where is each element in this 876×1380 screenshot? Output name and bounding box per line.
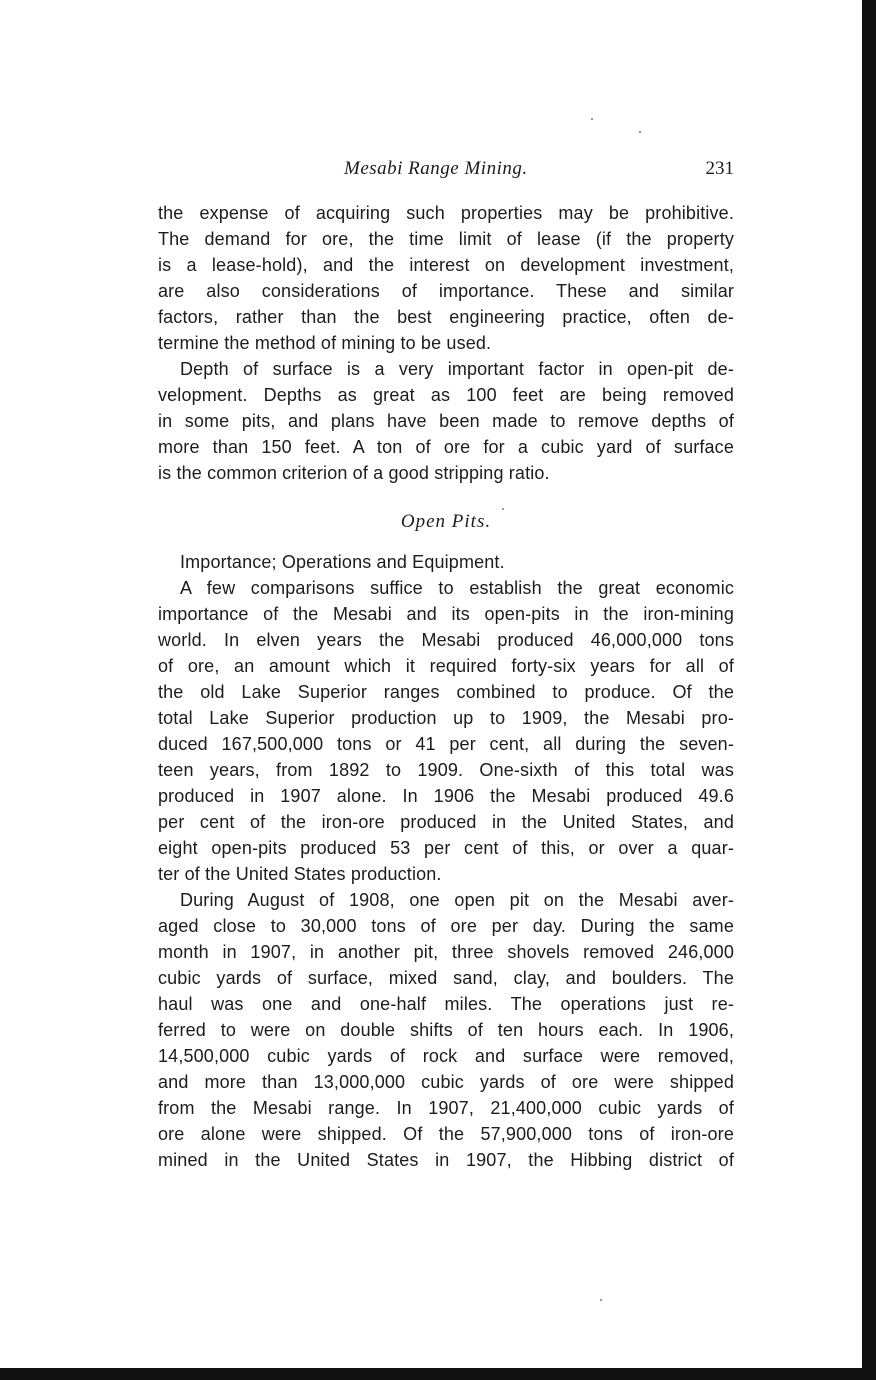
text-line: world. In elven years the Mesabi produced 46,000,000 tons xyxy=(158,630,734,650)
text-line: of ore, an amount which it required forty-six years for all of xyxy=(158,656,734,676)
text-line: and more than 13,000,000 cubic yards of ore were shipped xyxy=(158,1072,734,1092)
text-line: is a lease-hold), and the interest on development investment, xyxy=(158,255,734,275)
text-line: factors, rather than the best engineering practice, often de- xyxy=(158,307,734,327)
text-line: is the common criterion of a good stripping ratio. xyxy=(158,463,550,483)
section-heading: Open Pits. xyxy=(400,511,492,532)
page-number: 231 xyxy=(705,158,734,179)
text-line: ter of the United States production. xyxy=(158,864,442,884)
text-line: termine the method of mining to be used. xyxy=(158,333,492,353)
text-line: from the Mesabi range. In 1907, 21,400,000 cubic yards of xyxy=(158,1098,734,1118)
print-speck xyxy=(600,1299,602,1301)
text-line: A few comparisons suffice to establish the great economic xyxy=(180,578,734,598)
page-header xyxy=(158,158,734,188)
text-line: ore alone were shipped. Of the 57,900,000 tons of iron-ore xyxy=(158,1124,734,1144)
text-line: aged close to 30,000 tons of ore per day. During the same xyxy=(158,916,734,936)
print-speck xyxy=(591,118,593,120)
text-line: Depth of surface is a very important factor in open-pit de- xyxy=(180,359,734,379)
text-line: importance of the Mesabi and its open-pits in the iron-mining xyxy=(158,604,734,624)
text-line: velopment. Depths as great as 100 feet are being removed xyxy=(158,385,734,405)
text-line: are also considerations of importance. These and similar xyxy=(158,281,734,301)
text-line: in some pits, and plans have been made to remove depths of xyxy=(158,411,734,431)
print-speck xyxy=(639,131,641,133)
text-line: eight open-pits produced 53 per cent of this, or over a quar- xyxy=(158,838,734,858)
text-line: 14,500,000 cubic yards of rock and surface were removed, xyxy=(158,1046,734,1066)
text-line: more than 150 feet. A ton of ore for a cubic yard of surface xyxy=(158,437,734,457)
running-title: Mesabi Range Mining. xyxy=(344,158,528,179)
print-speck xyxy=(502,508,504,510)
text-line: the expense of acquiring such properties may be prohibitive. xyxy=(158,203,734,223)
text-line: haul was one and one-half miles. The operations just re- xyxy=(158,994,734,1014)
text-line: month in 1907, in another pit, three shovels removed 246,000 xyxy=(158,942,734,962)
text-line: per cent of the iron-ore produced in the United States, and xyxy=(158,812,734,832)
text-line: During August of 1908, one open pit on the Mesabi aver- xyxy=(180,890,734,910)
text-line: teen years, from 1892 to 1909. One-sixth of this total was xyxy=(158,760,734,780)
text-line: the old Lake Superior ranges combined to produce. Of the xyxy=(158,682,734,702)
text-line: The demand for ore, the time limit of lease (if the property xyxy=(158,229,734,249)
text-line: mined in the United States in 1907, the Hibbing district of xyxy=(158,1150,734,1170)
text-line: ferred to were on double shifts of ten hours each. In 1906, xyxy=(158,1020,734,1040)
text-line: total Lake Superior production up to 1909, the Mesabi pro- xyxy=(158,708,734,728)
text-line: duced 167,500,000 tons or 41 per cent, all during the seven- xyxy=(158,734,734,754)
text-line: produced in 1907 alone. In 1906 the Mesabi produced 49.6 xyxy=(158,786,734,806)
subheading: Importance; Operations and Equipment. xyxy=(180,552,505,572)
text-line: cubic yards of surface, mixed sand, clay, and boulders. The xyxy=(158,968,734,988)
